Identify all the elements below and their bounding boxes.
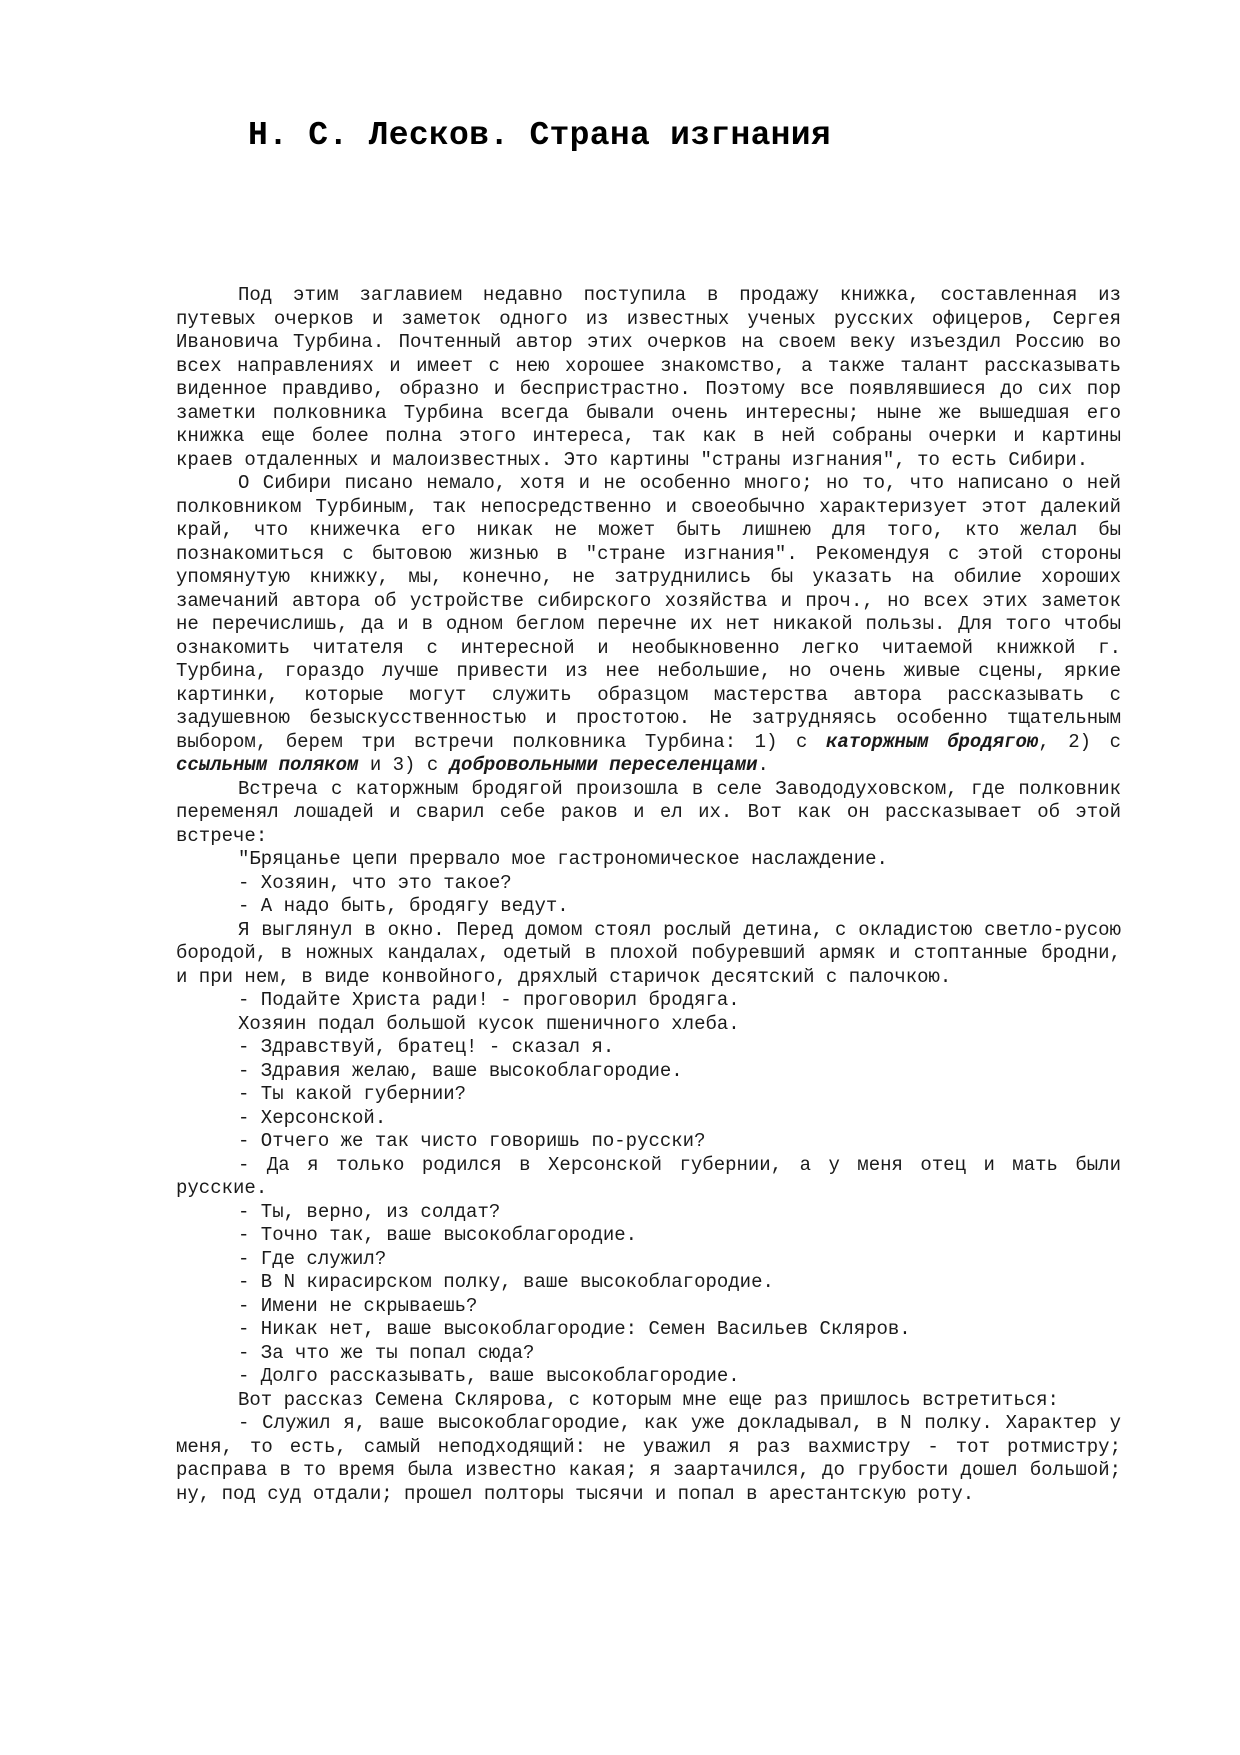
paragraph — [176, 1013, 1121, 1037]
text-run: Хозяин подал большой кусок пшеничного хлеба. — [238, 1012, 740, 1035]
text-run: - Долго рассказывать, ваше высокоблагородие. — [238, 1365, 740, 1387]
paragraph — [176, 989, 1121, 1013]
paragraph — [176, 778, 1121, 849]
paragraph — [176, 848, 1121, 872]
text-run: - Подайте Христа ради! - проговорил бродяга. — [238, 989, 740, 1011]
text-run: . — [757, 754, 769, 776]
text-run: - За что же ты попал сюда? — [238, 1341, 535, 1364]
paragraph — [176, 284, 1121, 472]
text-run: - А надо быть, бродягу ведут. — [238, 895, 569, 917]
paragraph — [176, 1389, 1121, 1413]
text-run: "Бряцанье цепи прервало мое гастрономическое наслаждение. — [238, 848, 888, 870]
document-body — [176, 284, 1121, 1506]
text-run: - Здравия желаю, ваше высокоблагородие. — [238, 1059, 683, 1082]
text-run: - Здравствуй, братец! - сказал я. — [238, 1036, 615, 1058]
text-run: О Сибири писано немало, хотя и не особенно много; но то, что написано о ней полковником Турбиным, так непосредственно и своеобычно характеризует этот далекий край, что книжечка его никак не может быть лишнею для того, кто желал бы познакомиться с бытовою жизнью в "стране изгнания". Рекомендуя с этой стороны упомянутую книжку, мы, конечно, не затруднились бы указать на обилие хороших замечаний автора об устройстве сибирского хозяйства и проч., но всех этих заметок не перечислишь, да и в одном беглом перечне их нет никакой пользы. Для того чтобы ознакомить читателя с интересной и необыкновенно легко читаемой книжкой г. Турбина, гораздо лучше привести из нее небольшие, но очень живые сцены, яркие картинки, которые могут служить образцом мастерства автора рассказывать с задушевною безыскусственностью и простотою. Не затрудняясь особенно тщательным выбором, берем три встречи полковника Турбина: 1) с — [176, 472, 1121, 753]
text-run: - Ты какой губернии? — [238, 1083, 467, 1105]
text-run: - В N кирасирском полку, ваше высокоблагородие. — [238, 1271, 774, 1293]
paragraph — [176, 1154, 1121, 1201]
emphasized-text: каторжным бродягою — [825, 730, 1039, 753]
text-run: Под этим заглавием недавно поступила в продажу книжка, составленная из путевых очерков и заметок одного из известных ученых русских офицеров, Сергея Ивановича Турбина. Почтенный автор этих очерков на своем веку изъездил Россию во всех направлениях и имеет с нею хорошее знакомство, а также талант рассказывать виденное правдиво, образно и беспристрастно. Поэтому все появлявшиеся до сих пор заметки полковника Турбина всегда бывали очень интересны; ныне же вышедшая его книжка еще более полна этого интереса, так как в ней собраны очерки и картины краев отдаленных и малоизвестных. Это картины "страны изгнания", то есть Сибири. — [176, 284, 1121, 471]
text-run: - Точно так, ваше высокоблагородие. — [238, 1224, 638, 1246]
text-run: - Имени не скрываешь? — [238, 1294, 478, 1317]
text-run: , 2) с — [1038, 730, 1122, 753]
paragraph — [176, 1083, 1121, 1107]
paragraph — [176, 1271, 1121, 1295]
paragraph — [176, 872, 1121, 896]
paragraph — [176, 1036, 1121, 1060]
text-run: - Херсонской. — [238, 1106, 387, 1129]
emphasized-text: ссыльным поляком — [176, 754, 359, 776]
paragraph — [176, 472, 1121, 778]
text-run: Вот рассказ Семена Склярова, с которым мне еще раз пришлось встретиться: — [238, 1388, 1059, 1411]
paragraph — [176, 1201, 1121, 1225]
text-run: - Хозяин, что это такое? — [238, 871, 512, 894]
text-run: - Где служил? — [238, 1247, 387, 1270]
paragraph — [176, 1412, 1121, 1506]
paragraph — [176, 1295, 1121, 1319]
paragraph — [176, 1342, 1121, 1366]
emphasized-text: добровольными переселенцами — [449, 754, 758, 776]
paragraph — [176, 1130, 1121, 1154]
text-run: - Отчего же так чисто говоришь по-русски? — [238, 1130, 706, 1152]
paragraph — [176, 895, 1121, 919]
paragraph — [176, 1365, 1121, 1389]
text-run: и 3) с — [358, 754, 450, 776]
paragraph — [176, 919, 1121, 990]
paragraph — [176, 1248, 1121, 1272]
text-run: Я выглянул в окно. Перед домом стоял рослый детина, с окладистою светло-русою бородой, в ножных кандалах, одетый в плохой побуревший армяк и стоптанные бродни, и при нем, в виде конвойного, дряхлый старичок десятский с палочкою. — [176, 918, 1121, 988]
document-title: Н. С. Лесков. Страна изгнания — [248, 117, 831, 154]
text-run: Встреча с каторжным бродягой произошла в селе Завододуховском, где полковник переменял лошадей и сварил себе раков и ел их. Вот как он рассказывает об этой встрече: — [176, 777, 1121, 847]
text-run: - Да я только родился в Херсонской губернии, а у меня отец и мать были русские. — [176, 1153, 1121, 1199]
paragraph — [176, 1060, 1121, 1084]
paragraph — [176, 1318, 1121, 1342]
paragraph — [176, 1107, 1121, 1131]
paragraph — [176, 1224, 1121, 1248]
text-run: - Ты, верно, из солдат? — [238, 1200, 501, 1223]
text-run: - Служил я, ваше высокоблагородие, как уже докладывал, в N полку. Характер у меня, то есть, самый неподходящий: не уважил я раз вахмистру - тот ротмистру; расправа в то время была известно какая; я заартачился, до грубости дошел большой; ну, под суд отдали; прошел полторы тысячи и попал в арестантскую роту. — [176, 1412, 1121, 1505]
text-run: - Никак нет, ваше высокоблагородие: Семен Васильев Скляров. — [238, 1318, 911, 1340]
